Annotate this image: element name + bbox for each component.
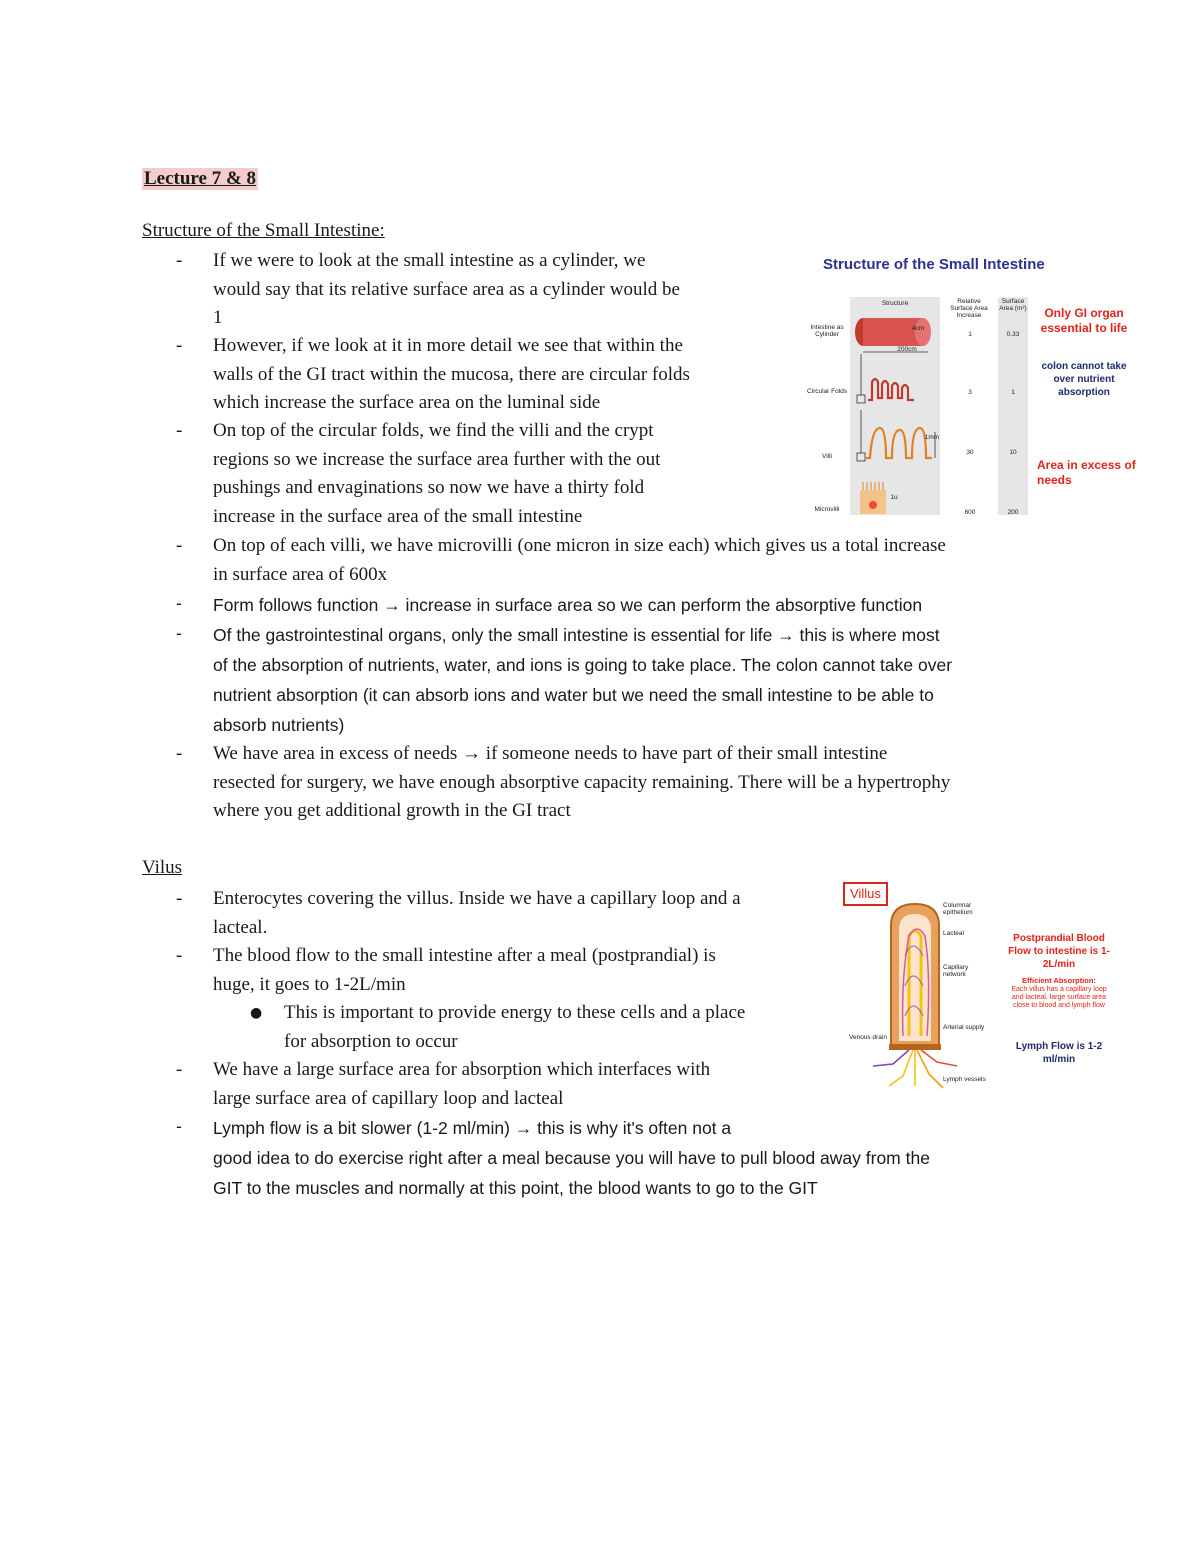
text-line: Lymph flow is a bit slower (1-2 ml/min) → this is why it's often not a [213, 1118, 732, 1138]
text-line: regions so we increase the surface area further with the out [213, 448, 661, 470]
surface-value: 1 [1011, 389, 1015, 396]
surface-area-panel [998, 297, 1028, 515]
text-line: Enterocytes covering the villus. Inside we have a capillary loop and a [213, 888, 741, 909]
villus-illustration [853, 896, 1013, 1096]
surface-value: 0.33 [1006, 331, 1020, 338]
text-line: increase in the surface area of the small intestine [213, 506, 583, 528]
text-line: huge, it goes to 1-2L/min [213, 973, 406, 995]
bullet-dash: - [176, 888, 183, 909]
note-only-gi-organ: Only GI organ essential to life [1040, 306, 1128, 335]
callout-lacteal: Lacteal [943, 930, 964, 937]
bullet-text [213, 420, 660, 535]
text-line: We have a large surface area for absorption which interfaces with [213, 1059, 711, 1080]
bullet-dash: - [176, 335, 183, 356]
col-header-structure: Structure [881, 300, 909, 307]
note-colon: colon cannot take over nutrient absorption [1041, 361, 1127, 398]
bullet-dash: - [176, 1116, 182, 1136]
bullet-text [213, 535, 946, 592]
text-line: resected for surgery, we have enough absorptive capacity remaining. There will be a hypertrophy [213, 771, 951, 793]
dim-1mm: 1mm [924, 434, 940, 441]
note-efficient-body: Each villus has a capillary loop and lacteal. large surface area close to blood and lymph flow [1011, 986, 1107, 1009]
dim-200cm: 200cm [897, 346, 917, 353]
villus-figure [843, 882, 1143, 1097]
text-line: pushings and envaginations so now we have a thirty fold [213, 477, 645, 499]
figure-title: Structure of the Small Intestine [823, 256, 1045, 273]
relative-value: 1 [968, 331, 972, 338]
bullet-text [213, 250, 680, 336]
bullet-dash: - [176, 535, 183, 556]
page-title: Lecture 7 & 8 [144, 168, 257, 189]
bullet-dash: - [176, 1059, 183, 1080]
dim-1u: 1u [890, 494, 898, 501]
bullet-text [213, 335, 690, 421]
callout-arterial: Arterial supply [943, 1024, 985, 1031]
text-line: The blood flow to the small intestine after a meal (postprandial) is [213, 945, 716, 966]
bullet-text [284, 1002, 745, 1059]
text-line: Of the gastrointestinal organs, only the small intestine is essential for life → this is where most [213, 625, 940, 645]
text-line: large surface area of capillary loop and lacteal [213, 1087, 564, 1109]
relative-value: 30 [966, 449, 974, 456]
callout-columnar: Columnar epithelium [943, 902, 973, 916]
text-line: walls of the GI tract within the mucosa, there are circular folds [213, 363, 690, 385]
relative-value: 3 [968, 389, 972, 396]
bullet-dot-icon: ● [250, 1005, 263, 1021]
surface-value: 200 [1007, 509, 1019, 516]
text-line: On top of the circular folds, we find the villi and the crypt [213, 420, 654, 441]
note-postprandial: Postprandial Blood Flow to intestine is 1-2L/min [1008, 933, 1110, 970]
callout-venous: Venous drain [849, 1034, 887, 1041]
text-line: nutrient absorption (it can absorb ions and water but we need the small intestine to be able to [213, 685, 934, 705]
bullet-text [213, 1116, 930, 1206]
text-line: good idea to do exercise right after a meal because you will have to pull blood away from the [213, 1148, 930, 1168]
bullet-dash: - [176, 743, 183, 764]
col-header-surface: Surface Area (m²) [999, 298, 1027, 312]
surface-value: 10 [1009, 449, 1017, 456]
relative-value: 600 [964, 509, 976, 516]
villus-label: Villus [843, 882, 888, 906]
row-label-villi: Villi [822, 453, 832, 460]
text-line: On top of each villi, we have microvilli (one micron in size each) which gives us a total increase [213, 535, 946, 556]
row-label-cylinder: Intestine as Cylinder [810, 324, 844, 338]
col-header-relative: Relative Surface Area Increase [950, 298, 988, 319]
text-line: However, if we look at it in more detail we see that within the [213, 335, 683, 356]
structure-figure [805, 250, 1145, 518]
text-line: in surface area of 600x [213, 563, 388, 585]
bullet-dash: - [176, 623, 182, 643]
text-line: This is important to provide energy to these cells and a place [284, 1002, 746, 1023]
text-line: GIT to the muscles and normally at this point, the blood wants to go to the GIT [213, 1178, 818, 1198]
bullet-dash: - [176, 250, 183, 271]
text-line: for absorption to occur [284, 1030, 458, 1052]
text-line: We have area in excess of needs → if someone needs to have part of their small intestine [213, 743, 888, 764]
bullet-text [213, 623, 952, 743]
bullet-dash: - [176, 420, 183, 441]
text-line: would say that its relative surface area as a cylinder would be [213, 278, 680, 300]
text-line: absorb nutrients) [213, 715, 345, 735]
bullet-text [213, 593, 922, 623]
note-lymph-flow: Lymph Flow is 1-2 ml/min [1015, 1041, 1103, 1065]
text-line: of the absorption of nutrients, water, and ions is going to take place. The colon cannot take over [213, 655, 953, 675]
text-line: 1 [213, 307, 223, 329]
intestine-illustrations [850, 310, 940, 515]
bullet-dash: - [176, 593, 182, 613]
row-label-microvilli: Microvilli [814, 506, 840, 513]
callout-capillary: Capillary network [943, 964, 969, 978]
bullet-text [213, 888, 741, 945]
bullet-text [213, 743, 950, 829]
bullet-text [213, 945, 716, 1002]
dim-4cm: 4cm [911, 325, 925, 332]
section-heading-vilus: Vilus [142, 857, 183, 878]
text-line: where you get additional growth in the GI tract [213, 800, 571, 822]
bullet-dash: - [176, 945, 183, 966]
bullet-text [213, 1059, 710, 1116]
note-efficient-title: Efficient Absorption: [1022, 976, 1096, 985]
text-line: lacteal. [213, 916, 268, 938]
text-line: which increase the surface area on the luminal side [213, 392, 601, 414]
note-area-excess: Area in excess of needs [1037, 458, 1136, 487]
text-line: If we were to look at the small intestine as a cylinder, we [213, 250, 646, 271]
text-line: Form follows function → increase in surface area so we can perform the absorptive function [213, 595, 923, 615]
section-heading-structure: Structure of the Small Intestine: [142, 220, 385, 241]
callout-lymph: Lymph vessels [943, 1076, 986, 1083]
row-label-folds: Circular Folds [806, 388, 848, 395]
